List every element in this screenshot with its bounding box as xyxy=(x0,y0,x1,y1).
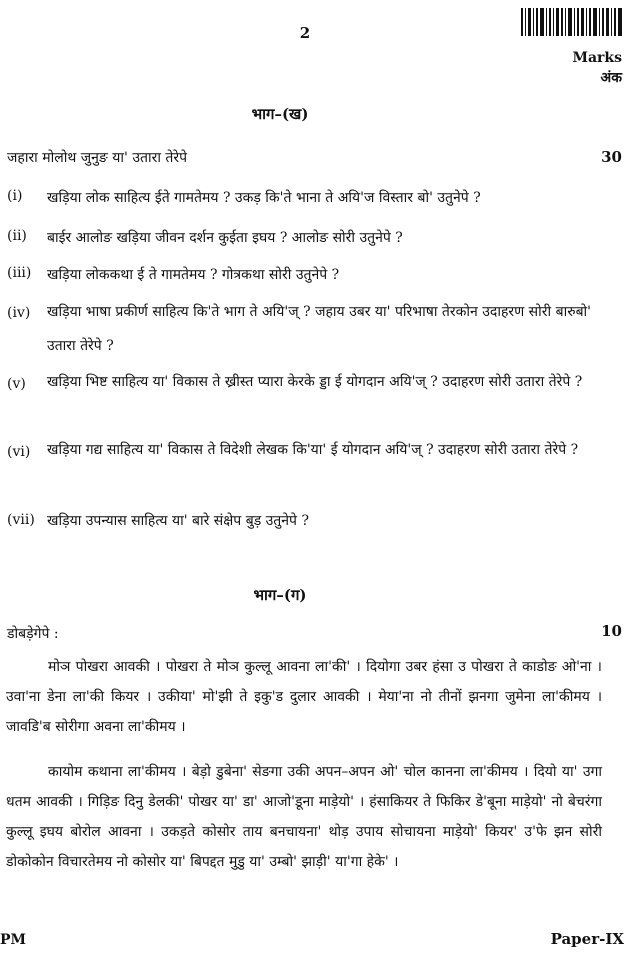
question-number: (vii) xyxy=(7,512,35,528)
passage-paragraph: मोञ पोखरा आवकी । पोखरा ते मोञ कुल्लू आवना ला'की' । दियोगा उबर हंसा उ पोखरा ते काडोङ ओ'ना । उवा'ना डेना ला'की कियर । उकीया' मो'झी ते इकु'ड दुलार आवकी । मेया'ना नो तीनों झनगा जुमेना ला'कीमय । जावडि'ब सोरीगा अवना ला'कीमय । xyxy=(6,659,602,735)
section-b-title: भाग–(ख) xyxy=(251,105,309,123)
question-text: खड़िया उपन्यास साहित्य या' बारे संक्षेप बुड़ उतुनेपे ? xyxy=(47,513,309,529)
question-number: (ii) xyxy=(7,228,27,244)
section-b-instruction: जहारा मोलोथ जुनुङ या' उतारा तेरेपे xyxy=(7,150,188,166)
passage-paragraph: कायोम कथाना ला'कीमय । बेड़ो डुबेना' सेङगा उकी अपन–अपन ओ' चोल कानना ला'कीमय । दियो या' उगा धतम आवकी । गिड़िङ दिनु डेलकी' पोखर या' डा' आजो'डूना माड़ेयो' । हंसाकियर ते फिकिर डे'बूना माड़ेयो' नो बेचरंगा कुल्लू इघय बोरोल आवना । उकड़ते कोसोर ताय बनचायना' थोड़ उपाय सोचायना माड़ेयो' कियर' उ'फे झन सोरी डोकोकोन विचारतेमय नो कोसोर या' बिपद्दत मुडु या' उम्बो' झाड़ी' या'गा हेके' । xyxy=(6,764,602,870)
question-number: (v) xyxy=(7,376,26,392)
footer-paper-label: Paper-IX xyxy=(550,930,624,948)
question-text: खड़िया भिष्ट साहित्य या' विकास ते ख्रीस्त प्यारा केरके ड्डा ई योगदान अयि'ज् ? उदाहरण सोरी उतारा तेरेपे ? xyxy=(47,374,583,390)
footer-left: PM xyxy=(0,932,27,948)
question-text: खड़िया लोककथा ई ते गामतेमय ? गोत्रकथा सोरी उतुनेपे ? xyxy=(47,267,340,283)
section-c-marks: 10 xyxy=(601,622,622,640)
section-c-instruction: डोबड़ेगेपे : xyxy=(7,626,59,642)
question-text: बाईर आलोङ खड़िया जीवन दर्शन कुईता इघय ? आलोङ सोरी उतुनेपे ? xyxy=(47,230,403,246)
question-number: (i) xyxy=(7,188,23,204)
question-number: (iv) xyxy=(7,305,31,321)
marks-label-en: Marks xyxy=(572,50,622,66)
question-text: खड़िया लोक साहित्य ईते गामतेमय ? उकड़ कि'ते भाना ते अयि'ज विस्तार बो' उतुनेपे ? xyxy=(47,190,481,206)
barcode xyxy=(521,8,622,36)
section-c-title: भाग–(ग) xyxy=(253,586,307,604)
question-number: (vi) xyxy=(7,444,31,460)
marks-label-hi: अंक xyxy=(600,70,622,86)
question-number: (iii) xyxy=(7,265,32,281)
page-number: 2 xyxy=(299,24,311,42)
section-b-marks: 30 xyxy=(601,148,622,166)
question-text: खड़िया गद्य साहित्य या' विकास ते विदेशी लेखक कि'या' ई योगदान अयि'ज् ? उदाहरण सोरी उतारा तेरेपे ? xyxy=(47,442,579,458)
marks-header xyxy=(572,48,622,88)
question-text: खड़िया भाषा प्रकीर्ण साहित्य कि'ते भाग ते अयि'ज् ? जहाय उबर या' परिभाषा तेरकोन उदाहरण सोरी बारुबो' उतारा तेरेपे ? xyxy=(47,304,592,354)
